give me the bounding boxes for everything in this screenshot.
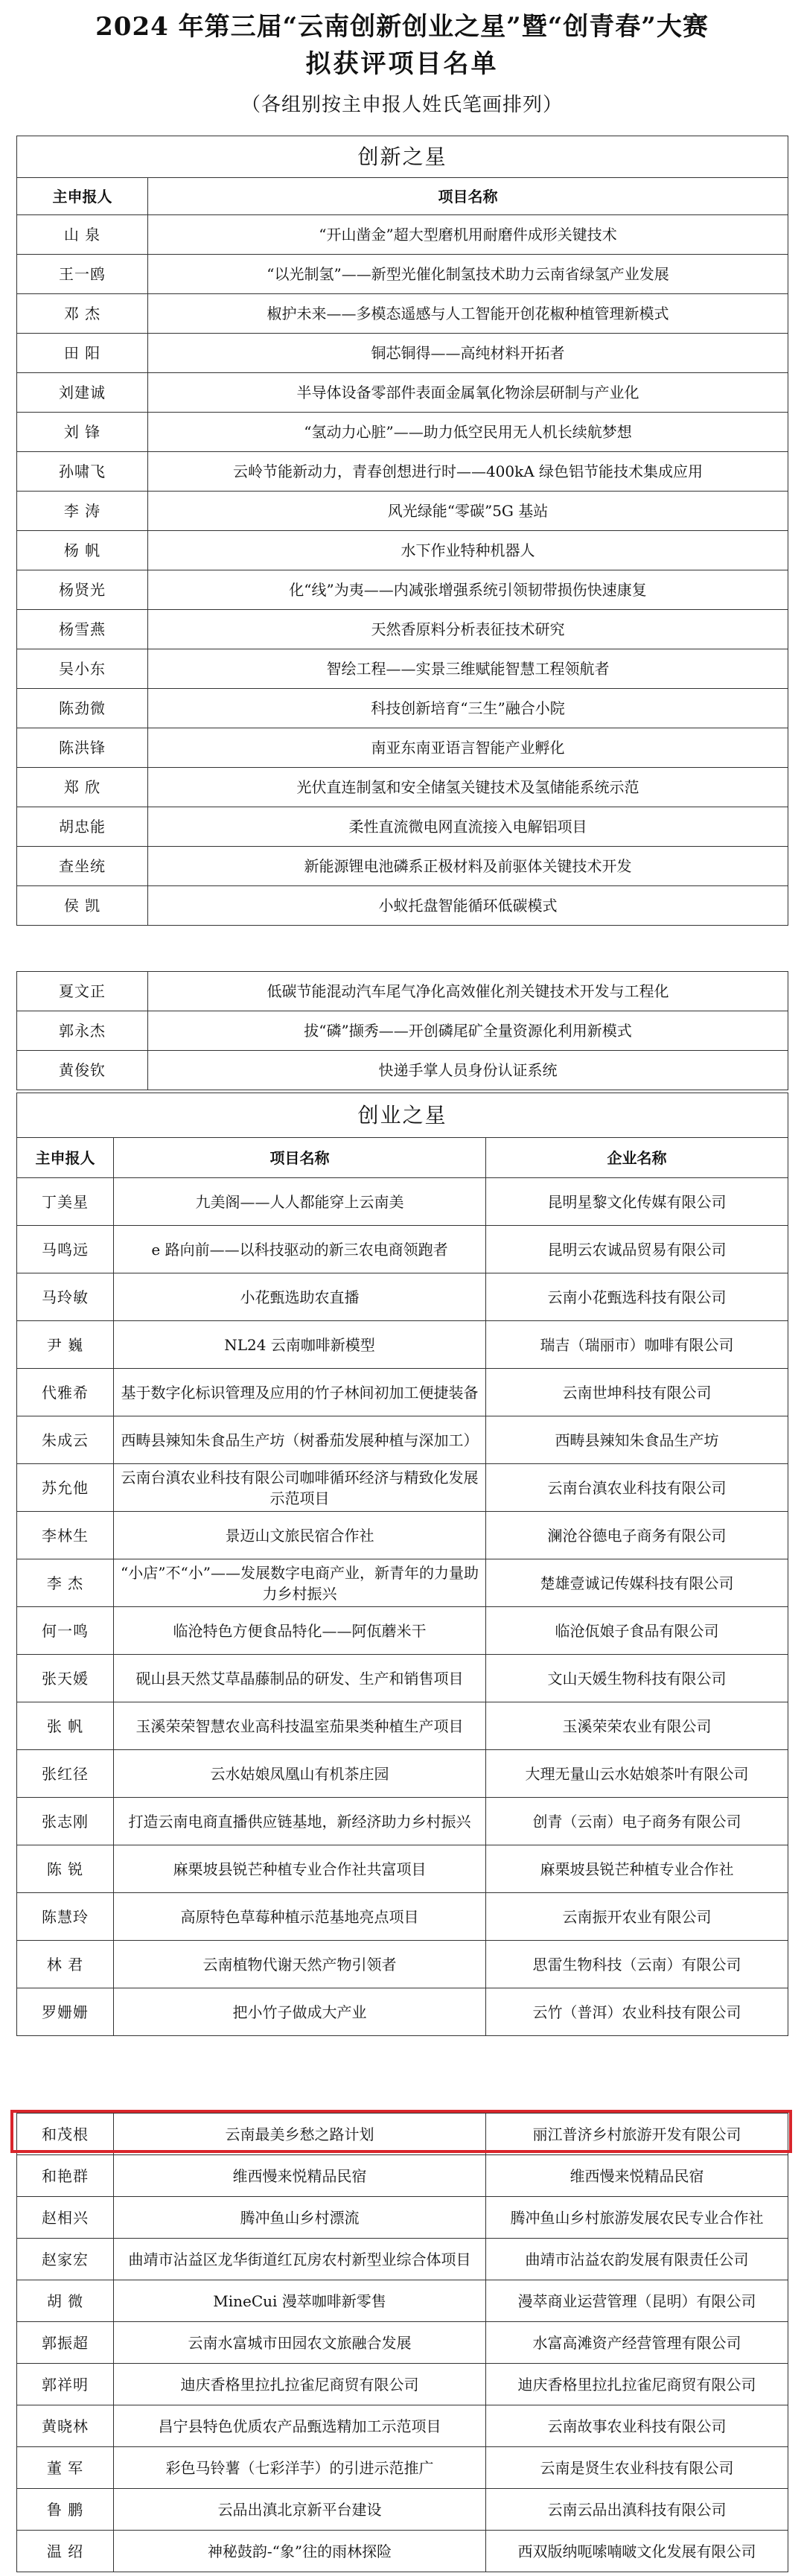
applicant-name: 郭永杰 [17,1011,148,1051]
project-name: “小店”不“小”——发展数字电商产业，新青年的力量助力乡村振兴 [114,1559,486,1607]
applicant-name: 杨贤光 [17,570,148,610]
applicant-name: 吴小东 [17,649,148,689]
applicant-name: 陈洪锋 [17,728,148,768]
project-name: “氢动力心脏”——助力低空民用无人机长续航梦想 [148,413,788,452]
col-header-company: 企业名称 [486,1138,788,1178]
project-name: 半导体设备零部件表面金属氧化物涂层研制与产业化 [148,373,788,413]
project-name: 基于数字化标识管理及应用的竹子林间初加工便捷装备 [114,1369,486,1416]
project-name: 铜芯铜得——高纯材料开拓者 [148,334,788,373]
applicant-name: 董 军 [17,2447,114,2489]
applicant-name: 王一鸥 [17,255,148,294]
project-name: 麻栗坡县锐芒种植专业合作社共富项目 [114,1845,486,1893]
applicant-name: 尹 巍 [17,1321,114,1369]
section-title: 创新之星 [17,136,788,178]
table-row [17,1845,788,1893]
table-row [17,255,788,294]
company-name: 西畴县辣知朱食品生产坊 [486,1416,788,1464]
applicant-name: 胡忠能 [17,807,148,847]
table-row [17,1051,788,1090]
project-name: 昌宁县特色优质农产品甄选精加工示范项目 [114,2405,486,2447]
table-row [17,1607,788,1655]
company-name: 云南是贤生农业科技有限公司 [486,2447,788,2489]
applicant-name: 何一鸣 [17,1607,114,1655]
applicant-name: 苏允他 [17,1464,114,1512]
company-name: 维西慢来悦精品民宿 [486,2155,788,2197]
applicant-name: 陈 锐 [17,1845,114,1893]
company-name: 水富高滩资产经营管理有限公司 [486,2322,788,2364]
applicant-name: 赵家宏 [17,2239,114,2280]
table-row [17,373,788,413]
company-name: 临沧佤娘子食品有限公司 [486,1607,788,1655]
applicant-name: 杨 帆 [17,531,148,570]
project-name: 把小竹子做成大产业 [114,1988,486,2036]
section-row [17,1093,788,1138]
table-row [17,294,788,334]
project-name: 小花甄选助农直播 [114,1273,486,1321]
table-row [17,610,788,649]
table-row [17,531,788,570]
project-name: 云南水富城市田园农文旅融合发展 [114,2322,486,2364]
company-name: 楚雄壹诚记传媒科技有限公司 [486,1559,788,1607]
company-name: 云竹（普洱）农业科技有限公司 [486,1988,788,2036]
project-name: 迪庆香格里拉扎拉雀尼商贸有限公司 [114,2364,486,2405]
company-name: 玉溪荣荣农业有限公司 [486,1702,788,1750]
project-name: 维西慢来悦精品民宿 [114,2155,486,2197]
table-row [17,1321,788,1369]
table-row [17,1798,788,1845]
company-name: 澜沧谷德电子商务有限公司 [486,1512,788,1559]
company-name: 迪庆香格里拉扎拉雀尼商贸有限公司 [486,2364,788,2405]
project-name: “以光制氢”——新型光催化制氢技术助力云南省绿氢产业发展 [148,255,788,294]
company-name: 文山天媛生物科技有限公司 [486,1655,788,1702]
section-row [17,136,788,178]
project-name: MineCui 漫萃咖啡新零售 [114,2280,486,2322]
table-row [17,1702,788,1750]
table-row [17,1655,788,1702]
table-row [17,492,788,531]
company-name: 曲靖市沾益农韵发展有限责任公司 [486,2239,788,2280]
project-name: 化“线”为夷——内减张增强系统引领韧带损伤快速康复 [148,570,788,610]
project-name: 西畴县辣知朱食品生产坊（树番茄发展种植与深加工） [114,1416,486,1464]
table-row [17,689,788,728]
company-name: 漫萃商业运营管理（昆明）有限公司 [486,2280,788,2322]
table-row [17,847,788,886]
section-title: 创业之星 [17,1093,788,1138]
page-subtitle: （各组别按主申报人姓氏笔画排列） [240,94,563,116]
table-row [17,649,788,689]
table-row [17,334,788,373]
project-name: 新能源锂电池磷系正极材料及前驱体关键技术开发 [148,847,788,886]
applicant-name: 李 杰 [17,1559,114,1607]
project-name: 景迈山文旅民宿合作社 [114,1512,486,1559]
applicant-name: 鲁 鹏 [17,2489,114,2531]
table-row [17,2531,788,2572]
applicant-name: 朱成云 [17,1416,114,1464]
applicant-name: 黄晓林 [17,2405,114,2447]
applicant-name: 林 君 [17,1941,114,1988]
project-name: 智绘工程——实景三维赋能智慧工程领航者 [148,649,788,689]
project-name: 南亚东南亚语言智能产业孵化 [148,728,788,768]
company-name: 创青（云南）电子商务有限公司 [486,1798,788,1845]
project-name: 柔性直流微电网直流接入电解铝项目 [148,807,788,847]
applicant-name: 陈慧玲 [17,1893,114,1941]
table-row [17,2280,788,2322]
project-name: 光伏直连制氢和安全储氢关键技术及氢储能系统示范 [148,768,788,807]
applicant-name: 罗姗姗 [17,1988,114,2036]
company-name: 丽江普济乡村旅游开发有限公司 [486,2114,788,2155]
header-row [17,1138,788,1178]
applicant-name: 马玲敏 [17,1273,114,1321]
company-name: 云南小花甄选科技有限公司 [486,1273,788,1321]
table-row [17,1416,788,1464]
table-row [17,2489,788,2531]
table-row [17,1941,788,1988]
table-row [17,2322,788,2364]
startup-table [16,1093,788,2036]
table-row [17,2405,788,2447]
table-row [17,1178,788,1226]
company-name: 大理无量山云水姑娘茶叶有限公司 [486,1750,788,1798]
table-row [17,1559,788,1607]
applicant-name: 刘建诚 [17,373,148,413]
col-header-project: 项目名称 [148,178,788,215]
table-row [17,768,788,807]
project-name: 彩色马铃薯（七彩洋芋）的引进示范推广 [114,2447,486,2489]
project-name: 云品出滇北京新平台建设 [114,2489,486,2531]
col-header-project: 项目名称 [114,1138,486,1178]
table-row [17,2364,788,2405]
project-name: 水下作业特种机器人 [148,531,788,570]
applicant-name: 侯 凯 [17,886,148,926]
project-name: 云水姑娘凤凰山有机茶庄园 [114,1750,486,1798]
project-name: 科技创新培育“三生”融合小院 [148,689,788,728]
project-name: 曲靖市沾益区龙华街道红瓦房农村新型业综合体项目 [114,2239,486,2280]
applicant-name: 张志刚 [17,1798,114,1845]
table-row [17,1750,788,1798]
company-name: 昆明云农诚品贸易有限公司 [486,1226,788,1273]
project-name: 临沧特色方便食品特化——阿佤蘑米干 [114,1607,486,1655]
table-row [17,215,788,255]
applicant-name: 李 涛 [17,492,148,531]
project-name: 神秘鼓韵-“象”往的雨林探险 [114,2531,486,2572]
applicant-name: 郑 欣 [17,768,148,807]
project-name: 砚山县天然艾草晶藤制品的研发、生产和销售项目 [114,1655,486,1702]
table-row [17,2447,788,2489]
project-name: 快递手掌人员身份认证系统 [148,1051,788,1090]
header-row [17,178,788,215]
project-name: 风光绿能“零碳”5G 基站 [148,492,788,531]
table-row [17,1512,788,1559]
project-name: 云南台滇农业科技有限公司咖啡循环经济与精致化发展示范项目 [114,1464,486,1512]
project-name: 腾冲鱼山乡村漂流 [114,2197,486,2239]
applicant-name: 李林生 [17,1512,114,1559]
table-row [17,2239,788,2280]
applicant-name: 刘 锋 [17,413,148,452]
table-row [17,1464,788,1512]
project-name: 云岭节能新动力，青春创想进行时——400kA 绿色铝节能技术集成应用 [148,452,788,492]
startup-table-continued [16,2113,788,2572]
col-header-applicant: 主申报人 [17,178,148,215]
project-name: 九美阁——人人都能穿上云南美 [114,1178,486,1226]
company-name: 西双版纳呃嗦喃啵文化发展有限公司 [486,2531,788,2572]
project-name: 拔“磷”撷秀——开创磷尾矿全量资源化利用新模式 [148,1011,788,1051]
company-name: 云南台滇农业科技有限公司 [486,1464,788,1512]
project-name: 高原特色草莓种植示范基地亮点项目 [114,1893,486,1941]
company-name: 云南振开农业有限公司 [486,1893,788,1941]
applicant-name: 陈劲微 [17,689,148,728]
project-name: 小蚁托盘智能循环低碳模式 [148,886,788,926]
project-name: 玉溪荣荣智慧农业高科技温室茄果类种植生产项目 [114,1702,486,1750]
company-name: 腾冲鱼山乡村旅游发展农民专业合作社 [486,2197,788,2239]
table-row [17,972,788,1011]
page-title: 2024 年第三届“云南创新创业之星”暨“创青春”大赛 [95,12,709,42]
table-row [17,2197,788,2239]
table-row [17,452,788,492]
table-row [17,886,788,926]
applicant-name: 赵相兴 [17,2197,114,2239]
project-name: 椒护未来——多模态遥感与人工智能开创花椒种植管理新模式 [148,294,788,334]
project-name: e 路向前——以科技驱动的新三农电商领跑者 [114,1226,486,1273]
table-row [17,728,788,768]
applicant-name: 代雅希 [17,1369,114,1416]
applicant-name: 杨雪燕 [17,610,148,649]
applicant-name: 马鸣远 [17,1226,114,1273]
table-row [17,1988,788,2036]
applicant-name: 黄俊钦 [17,1051,148,1090]
applicant-name: 查坐统 [17,847,148,886]
applicant-name: 胡 微 [17,2280,114,2322]
project-name: NL24 云南咖啡新模型 [114,1321,486,1369]
table-row [17,413,788,452]
applicant-name: 郭祥明 [17,2364,114,2405]
project-name: 打造云南电商直播供应链基地，新经济助力乡村振兴 [114,1798,486,1845]
table-row [17,807,788,847]
applicant-name: 夏文正 [17,972,148,1011]
applicant-name: 张天媛 [17,1655,114,1702]
project-name: “开山凿金”超大型磨机用耐磨件成形关键技术 [148,215,788,255]
applicant-name: 田 阳 [17,334,148,373]
table-row [17,1893,788,1941]
applicant-name: 山 泉 [17,215,148,255]
table-row [17,570,788,610]
company-name: 思雷生物科技（云南）有限公司 [486,1941,788,1988]
company-name: 云南故事农业科技有限公司 [486,2405,788,2447]
applicant-name: 温 绍 [17,2531,114,2572]
company-name: 云南世坤科技有限公司 [486,1369,788,1416]
project-name: 低碳节能混动汽车尾气净化高效催化剂关键技术开发与工程化 [148,972,788,1011]
applicant-name: 丁美星 [17,1178,114,1226]
company-name: 麻栗坡县锐芒种植专业合作社 [486,1845,788,1893]
table-row [17,2155,788,2197]
table-row [17,1369,788,1416]
table-row [17,1226,788,1273]
applicant-name: 邓 杰 [17,294,148,334]
applicant-name: 和艳群 [17,2155,114,2197]
company-name: 瑞吉（瑞丽市）咖啡有限公司 [486,1321,788,1369]
page-title-line2: 拟获评项目名单 [305,49,499,79]
col-header-applicant: 主申报人 [17,1138,114,1178]
applicant-name: 和茂根 [17,2114,114,2155]
project-name: 云南最美乡愁之路计划 [114,2114,486,2155]
company-name: 云南云品出滇科技有限公司 [486,2489,788,2531]
applicant-name: 张红径 [17,1750,114,1798]
project-name: 天然香原料分析表征技术研究 [148,610,788,649]
table-row [17,1273,788,1321]
table-row [17,1011,788,1051]
innovation-table [16,136,788,926]
applicant-name: 郭振超 [17,2322,114,2364]
innovation-table-continued [16,971,788,1090]
company-name: 昆明星黎文化传媒有限公司 [486,1178,788,1226]
applicant-name: 孙啸飞 [17,452,148,492]
table-row [17,2114,788,2155]
project-name: 云南植物代谢天然产物引领者 [114,1941,486,1988]
applicant-name: 张 帆 [17,1702,114,1750]
